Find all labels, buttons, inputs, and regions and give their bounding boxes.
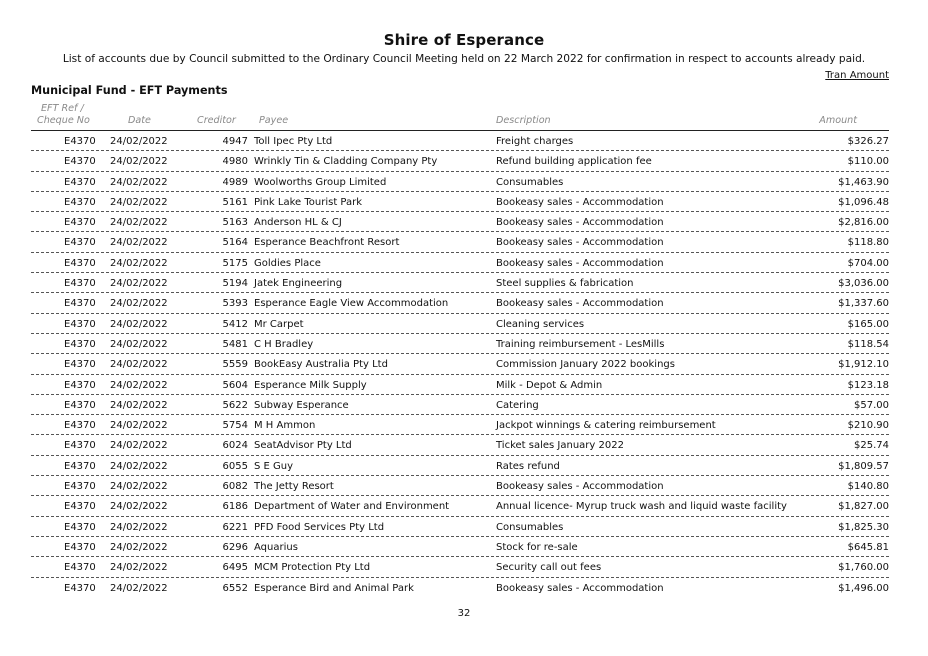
creditor-number: 6296 [222,541,248,553]
table-row [31,456,889,476]
eft-ref: E4370 [64,460,96,472]
payment-date: 24/02/2022 [110,196,168,208]
payment-amount: $1,825.30 [838,521,889,533]
payment-date: 24/02/2022 [110,521,168,533]
col-header-description: Description [496,115,551,126]
creditor-number: 5559 [222,359,248,371]
payment-amount: $1,463.90 [838,176,889,188]
eft-ref: E4370 [64,521,96,533]
payment-amount: $1,760.00 [838,562,889,574]
creditor-number: 6082 [222,481,248,493]
payee-name: Esperance Eagle View Accommodation [254,298,449,310]
table-row [31,172,889,192]
payment-description: Bookeasy sales - Accommodation [496,257,664,269]
creditor-number: 5175 [222,257,248,269]
creditor-number: 5481 [222,338,248,350]
eft-ref: E4370 [64,420,96,432]
payment-date: 24/02/2022 [110,481,168,493]
creditor-number: 5412 [222,318,248,330]
creditor-number: 5754 [222,420,248,432]
eft-ref: E4370 [64,399,96,411]
payee-name: SeatAdvisor Pty Ltd [254,440,352,452]
payment-amount: $1,809.57 [838,460,889,472]
payment-description: Stock for re-sale [496,541,578,553]
payment-description: Steel supplies & fabrication [496,278,634,290]
payment-amount: $326.27 [847,136,889,147]
document-title: Shire of Esperance [383,31,545,49]
eft-ref: E4370 [64,541,96,553]
payment-description: Cleaning services [496,318,585,330]
payment-amount: $1,912.10 [838,359,889,371]
table-row [31,537,889,557]
payment-description: Consumables [496,176,564,188]
payment-amount: $118.54 [847,338,889,350]
payee-name: Mr Carpet [254,318,304,330]
payment-amount: $165.00 [847,318,889,330]
payee-name: The Jetty Resort [254,481,334,493]
payment-description: Bookeasy sales - Accommodation [496,481,664,493]
creditor-number: 6495 [222,562,248,574]
eft-ref: E4370 [64,379,96,391]
payment-amount: $2,816.00 [838,217,889,229]
creditor-number: 5622 [222,399,248,411]
payment-amount: $645.81 [847,541,889,553]
section-title: Municipal Fund - EFT Payments [31,84,228,97]
payment-description: Annual licence- Myrup truck wash and liquid waste facility [496,501,787,513]
table-row [31,496,889,516]
creditor-number: 5163 [222,217,248,229]
payment-description: Ticket sales January 2022 [496,440,624,452]
payment-date: 24/02/2022 [110,338,168,350]
payment-description: Jackpot winnings & catering reimbursement [496,420,716,432]
payment-description: Catering [496,399,539,411]
eft-ref: E4370 [64,237,96,249]
table-row [31,253,889,273]
col-header-payee: Payee [259,115,289,126]
creditor-number: 5604 [222,379,248,391]
payment-date: 24/02/2022 [110,440,168,452]
payee-name: PFD Food Services Pty Ltd [254,521,385,533]
table-row [31,314,889,334]
payment-date: 24/02/2022 [110,582,168,594]
table-row [31,192,889,212]
eft-ref: E4370 [64,318,96,330]
payment-amount: $1,827.00 [838,501,889,513]
payment-description: Refund building application fee [496,156,652,168]
payment-description: Bookeasy sales - Accommodation [496,582,664,594]
creditor-number: 4989 [222,176,248,188]
payment-amount: $110.00 [847,156,889,168]
table-row [31,557,889,577]
payee-name: Woolworths Group Limited [254,176,387,188]
payment-date: 24/02/2022 [110,136,168,147]
eft-ref: E4370 [64,136,96,147]
payment-amount: $57.00 [854,399,889,411]
creditor-number: 6055 [222,460,248,472]
payment-description: Bookeasy sales - Accommodation [496,237,664,249]
payment-date: 24/02/2022 [110,217,168,229]
payment-date: 24/02/2022 [110,562,168,574]
eft-ref: E4370 [64,440,96,452]
eft-ref: E4370 [64,298,96,310]
payment-amount: $25.74 [854,440,889,452]
payee-name: Goldies Place [254,257,321,269]
payee-name: Jatek Engineering [254,278,343,290]
payment-amount: $123.18 [847,379,889,391]
payment-date: 24/02/2022 [110,156,168,168]
payment-date: 24/02/2022 [110,460,168,472]
payee-name: Aquarius [254,541,298,553]
col-header-ref-line1: EFT Ref / [41,103,84,114]
payee-name: Esperance Milk Supply [254,379,367,391]
creditor-number: 4980 [222,156,248,168]
payment-date: 24/02/2022 [110,399,168,411]
eft-ref: E4370 [64,176,96,188]
payment-description: Bookeasy sales - Accommodation [496,298,664,310]
payment-date: 24/02/2022 [110,420,168,432]
creditor-number: 6024 [222,440,248,452]
col-header-ref-line2: Cheque No [37,115,90,126]
col-header-date: Date [128,115,151,126]
table-row [31,517,889,537]
eft-ref: E4370 [64,562,96,574]
payment-description: Training reimbursement - LesMills [496,338,665,350]
payment-description: Consumables [496,521,564,533]
payment-amount: $3,036.00 [838,278,889,290]
payment-amount: $118.80 [847,237,889,249]
eft-ref: E4370 [64,196,96,208]
eft-ref: E4370 [64,359,96,371]
payments-table [31,131,889,597]
payee-name: BookEasy Australia Pty Ltd [254,359,388,371]
creditor-number: 6186 [222,501,248,513]
eft-ref: E4370 [64,501,96,513]
payment-date: 24/02/2022 [110,298,168,310]
table-row [31,415,889,435]
payment-amount: $210.90 [847,420,889,432]
table-row [31,334,889,354]
payment-description: Bookeasy sales - Accommodation [496,196,664,208]
table-row [31,151,889,171]
payment-date: 24/02/2022 [110,176,168,188]
payee-name: Esperance Beachfront Resort [254,237,400,249]
col-header-amount: Amount [819,115,857,126]
table-row [31,476,889,496]
table-row [31,293,889,313]
payment-date: 24/02/2022 [110,257,168,269]
payment-date: 24/02/2022 [110,237,168,249]
payment-date: 24/02/2022 [110,501,168,513]
payee-name: Wrinkly Tin & Cladding Company Pty [254,156,438,168]
payment-description: Rates refund [496,460,560,472]
eft-ref: E4370 [64,582,96,594]
payment-amount: $704.00 [847,257,889,269]
payee-name: Subway Esperance [254,399,349,411]
eft-ref: E4370 [64,156,96,168]
payee-name: MCM Protection Pty Ltd [254,562,371,574]
payment-description: Commission January 2022 bookings [496,359,675,371]
payment-amount: $1,337.60 [838,298,889,310]
document-subtitle: List of accounts due by Council submitted to the Ordinary Council Meeting held on 22 March 2022 for confirmation in respect to accounts already paid. [62,53,866,65]
payee-name: S E Guy [254,460,294,472]
payment-description: Milk - Depot & Admin [496,379,603,391]
creditor-number: 5164 [222,237,248,249]
payee-name: C H Bradley [254,338,314,350]
table-row [31,212,889,232]
page-number: 32 [457,608,471,619]
payee-name: Pink Lake Tourist Park [254,196,363,208]
payment-date: 24/02/2022 [110,278,168,290]
table-row [31,354,889,374]
table-row [31,435,889,455]
payment-amount: $1,096.48 [838,196,889,208]
eft-ref: E4370 [64,278,96,290]
payment-amount: $1,496.00 [838,582,889,594]
table-row [31,232,889,252]
payment-date: 24/02/2022 [110,541,168,553]
payee-name: M H Ammon [254,420,316,432]
creditor-number: 4947 [222,136,248,147]
table-row [31,273,889,293]
table-row [31,395,889,415]
table-row [31,131,889,151]
payment-date: 24/02/2022 [110,318,168,330]
eft-ref: E4370 [64,257,96,269]
payment-date: 24/02/2022 [110,359,168,371]
payee-name: Department of Water and Environment [254,501,450,513]
payee-name: Esperance Bird and Animal Park [254,582,414,594]
eft-ref: E4370 [64,338,96,350]
payment-description: Bookeasy sales - Accommodation [496,217,664,229]
creditor-number: 6552 [222,582,248,594]
creditor-number: 5393 [222,298,248,310]
payment-date: 24/02/2022 [110,379,168,391]
payee-name: Toll Ipec Pty Ltd [254,136,333,147]
table-row [31,578,889,597]
table-row [31,375,889,395]
eft-ref: E4370 [64,481,96,493]
payment-description: Freight charges [496,136,574,147]
payee-name: Anderson HL & CJ [254,217,342,229]
creditor-number: 6221 [222,521,248,533]
creditor-number: 5194 [222,278,248,290]
tran-amount-label: Tran Amount [825,70,889,81]
payment-description: Security call out fees [496,562,602,574]
creditor-number: 5161 [222,196,248,208]
col-header-creditor: Creditor [197,115,236,126]
payment-amount: $140.80 [847,481,889,493]
eft-ref: E4370 [64,217,96,229]
